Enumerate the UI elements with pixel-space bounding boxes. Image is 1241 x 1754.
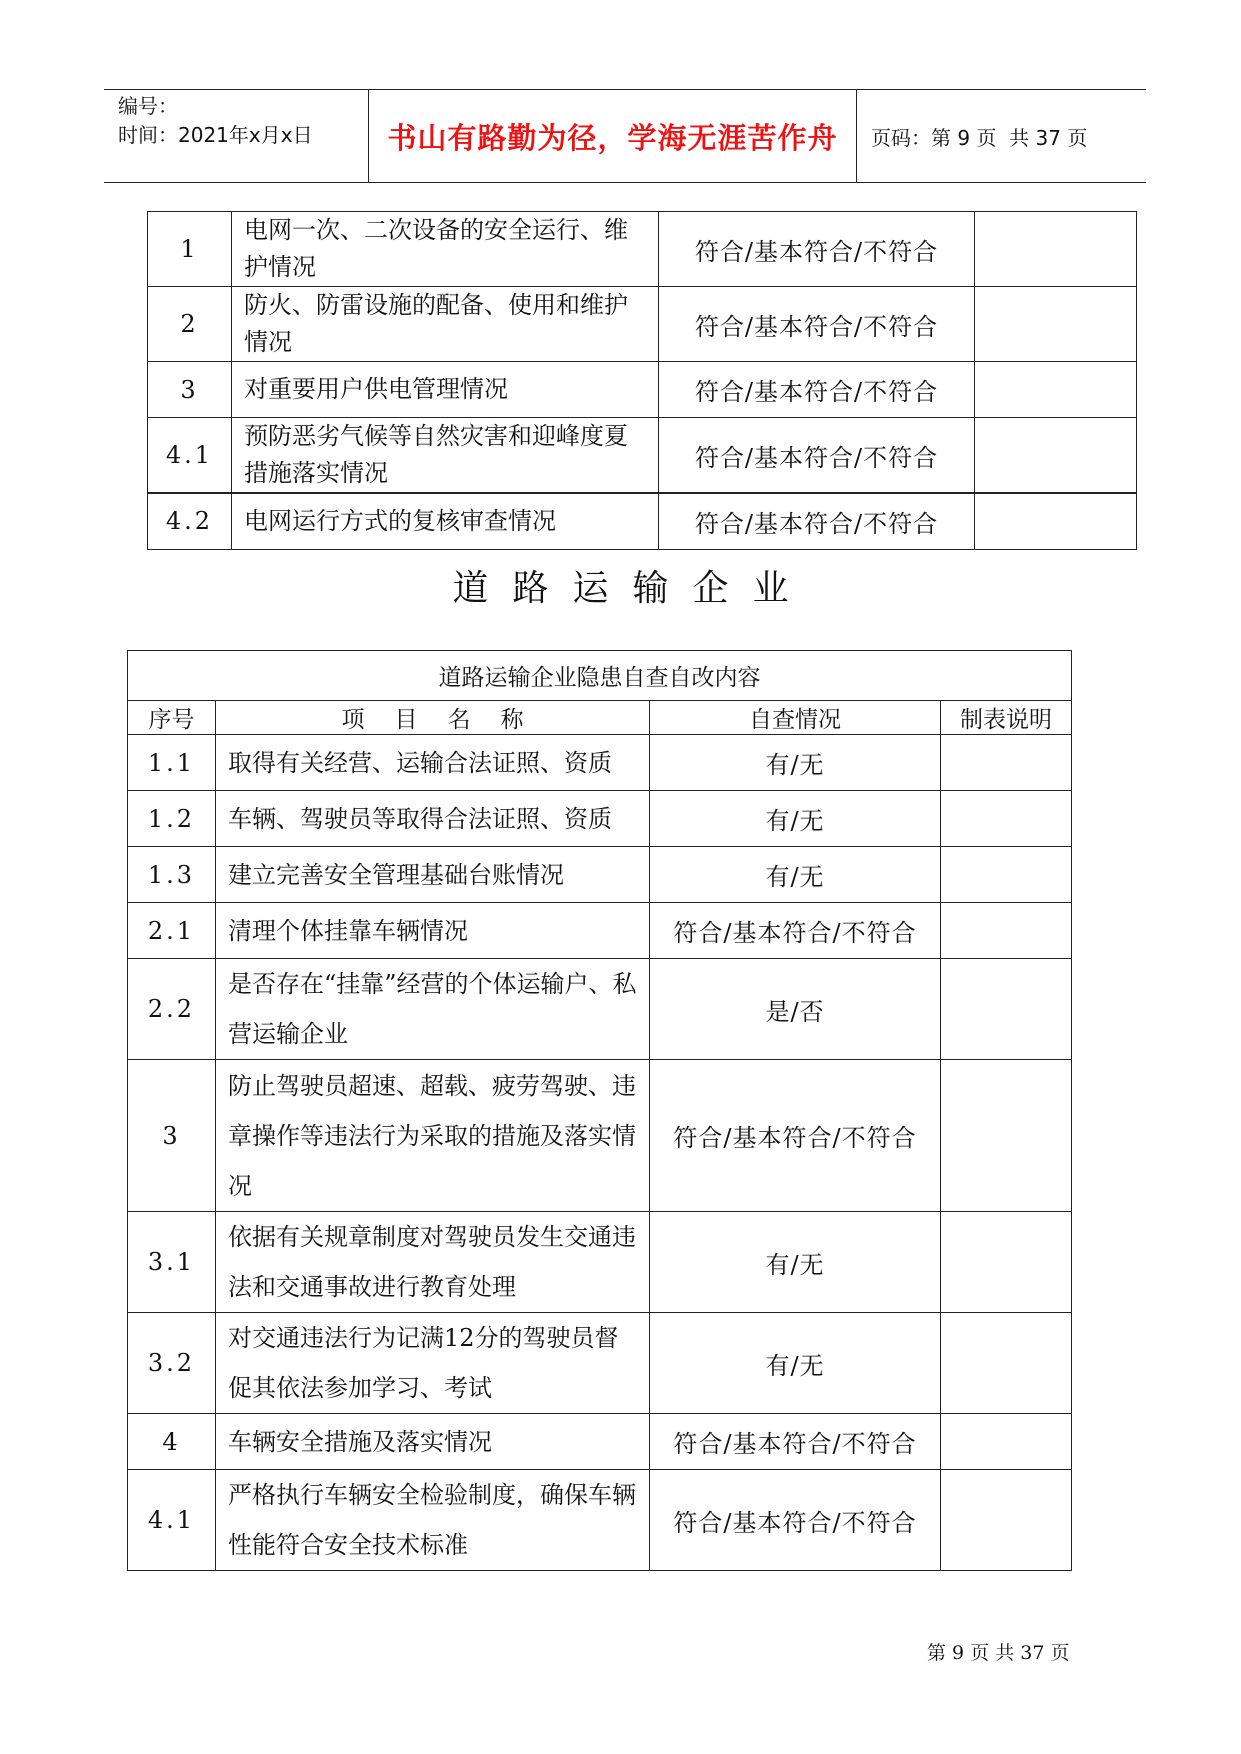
item-name: 防火、防雷设施的配备、使用和维护情况	[232, 287, 659, 362]
remark-cell	[941, 1414, 1072, 1470]
table-row	[148, 212, 1137, 287]
table-row	[128, 903, 1072, 959]
self-check-status: 有/无	[650, 791, 941, 847]
row-number: 1.1	[128, 735, 216, 791]
row-number: 2.2	[128, 959, 216, 1060]
table-row	[128, 1313, 1072, 1414]
self-check-status: 符合/基本符合/不符合	[650, 1414, 941, 1470]
row-number: 2.1	[128, 903, 216, 959]
item-name: 车辆安全措施及落实情况	[216, 1414, 650, 1470]
table-row	[148, 287, 1137, 362]
remark-cell	[941, 791, 1072, 847]
remark-cell	[975, 362, 1137, 418]
item-name: 取得有关经营、运输合法证照、资质	[216, 735, 650, 791]
header-page-info: 页码：第 9 页 共 37 页	[871, 125, 1088, 150]
item-name: 车辆、驾驶员等取得合法证照、资质	[216, 791, 650, 847]
road-transport-checklist-table	[127, 650, 1072, 1571]
row-number: 4	[128, 1414, 216, 1470]
page-header	[104, 89, 1146, 183]
row-number: 3.1	[128, 1212, 216, 1313]
table-row	[128, 847, 1072, 903]
remark-cell	[941, 1212, 1072, 1313]
row-number: 4.1	[128, 1470, 216, 1571]
column-header-number: 序号	[128, 701, 216, 735]
remark-cell	[941, 847, 1072, 903]
item-name: 严格执行车辆安全检验制度，确保车辆性能符合安全技术标准	[216, 1470, 650, 1571]
item-name: 对交通违法行为记满12分的驾驶员督促其依法参加学习、考试	[216, 1313, 650, 1414]
table-row	[148, 493, 1137, 549]
remark-cell	[975, 418, 1137, 494]
item-name: 依据有关规章制度对驾驶员发生交通违法和交通事故进行教育处理	[216, 1212, 650, 1313]
item-name: 建立完善安全管理基础台账情况	[216, 847, 650, 903]
power-grid-checklist-table	[147, 211, 1137, 550]
remark-cell	[941, 959, 1072, 1060]
self-check-status: 符合/基本符合/不符合	[659, 418, 975, 494]
remark-cell	[975, 212, 1137, 287]
row-number: 4.2	[148, 493, 232, 549]
row-number: 3	[128, 1060, 216, 1212]
table-row	[128, 791, 1072, 847]
header-meta	[104, 90, 369, 182]
table-row	[128, 1470, 1072, 1571]
remark-cell	[941, 1060, 1072, 1212]
remark-cell	[975, 287, 1137, 362]
document-time: 时间：2021年x月x日	[118, 123, 313, 147]
self-check-status: 有/无	[650, 1313, 941, 1414]
table-caption: 道路运输企业隐患自查自改内容	[128, 651, 1072, 701]
row-number: 1.3	[128, 847, 216, 903]
document-number-label: 编号：	[118, 94, 178, 118]
self-check-status: 符合/基本符合/不符合	[659, 287, 975, 362]
row-number: 2	[148, 287, 232, 362]
self-check-status: 符合/基本符合/不符合	[650, 1470, 941, 1571]
self-check-status: 符合/基本符合/不符合	[659, 362, 975, 418]
item-name: 防止驾驶员超速、超载、疲劳驾驶、违章操作等违法行为采取的措施及落实情况	[216, 1060, 650, 1212]
column-header-self-check: 自查情况	[650, 701, 941, 735]
row-number: 1	[148, 212, 232, 287]
item-name: 对重要用户供电管理情况	[232, 362, 659, 418]
self-check-status: 符合/基本符合/不符合	[650, 903, 941, 959]
row-number: 1.2	[128, 791, 216, 847]
table-caption-row	[128, 651, 1072, 701]
item-name: 电网一次、二次设备的安全运行、维护情况	[232, 212, 659, 287]
item-name: 是否存在“挂靠”经营的个体运输户、私营运输企业	[216, 959, 650, 1060]
table-row	[128, 1060, 1072, 1212]
table-row	[148, 362, 1137, 418]
self-check-status: 符合/基本符合/不符合	[659, 212, 975, 287]
self-check-status: 有/无	[650, 847, 941, 903]
table-row	[128, 735, 1072, 791]
item-name: 预防恶劣气候等自然灾害和迎峰度夏措施落实情况	[232, 418, 659, 494]
column-header-item: 项目名称	[216, 701, 650, 735]
page-footer-number: 第 9 页 共 37 页	[927, 1642, 1070, 1664]
table-row	[128, 1414, 1072, 1470]
remark-cell	[941, 903, 1072, 959]
table-row	[128, 959, 1072, 1060]
table-row	[148, 418, 1137, 494]
row-number: 3	[148, 362, 232, 418]
remark-cell	[941, 735, 1072, 791]
item-name: 电网运行方式的复核审查情况	[232, 493, 659, 549]
item-name: 清理个体挂靠车辆情况	[216, 903, 650, 959]
self-check-status: 有/无	[650, 735, 941, 791]
header-motto: 书山有路勤为径，学海无涯苦作舟	[369, 90, 857, 182]
table-header-row	[128, 701, 1072, 735]
self-check-status: 符合/基本符合/不符合	[650, 1060, 941, 1212]
self-check-status: 有/无	[650, 1212, 941, 1313]
section-title: 道路运输企业	[452, 568, 813, 609]
column-header-remark: 制表说明	[941, 701, 1072, 735]
row-number: 3.2	[128, 1313, 216, 1414]
remark-cell	[941, 1470, 1072, 1571]
table-row	[128, 1212, 1072, 1313]
remark-cell	[941, 1313, 1072, 1414]
row-number: 4.1	[148, 418, 232, 494]
self-check-status: 是/否	[650, 959, 941, 1060]
self-check-status: 符合/基本符合/不符合	[659, 493, 975, 549]
remark-cell	[975, 493, 1137, 549]
